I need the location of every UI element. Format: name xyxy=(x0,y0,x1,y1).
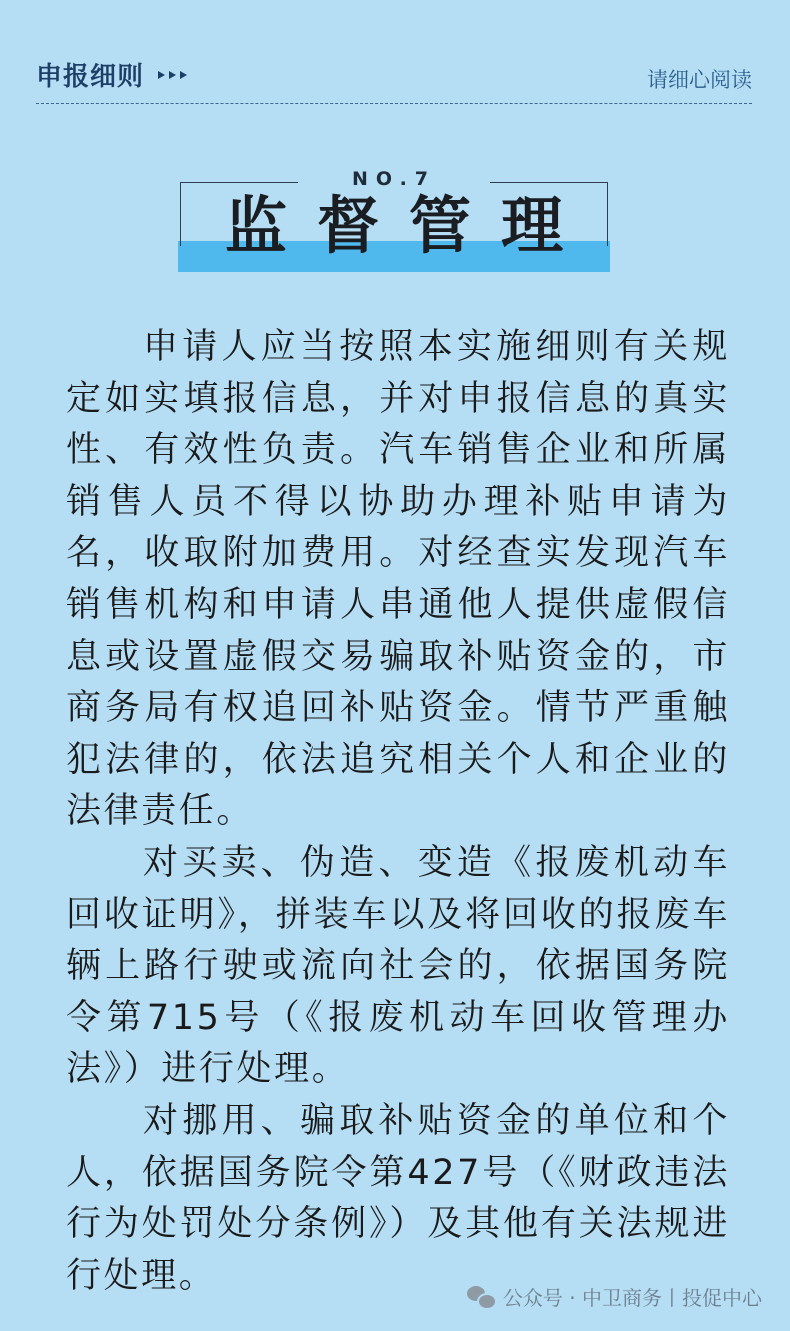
section-title-block xyxy=(178,168,610,272)
paragraph: 申请人应当按照本实施细则有关规定如实填报信息，并对申报信息的真实性、有效性负责。汽车销售企业和所属销售人员不得以协助办理补贴申请为名，收取附加费用。对经查实发现汽车销售机构和申请人串通他人提供虚假信息或设置虚假交易骗取补贴资金的，市商务局有权追回补贴资金。情节严重触犯法律的，依法追究相关个人和企业的法律责任。 xyxy=(66,327,730,832)
header-left xyxy=(36,56,187,93)
header-read-carefully: 请细心阅读 xyxy=(647,68,752,92)
footer-text: 公众号 · 中卫商务丨投促中心 xyxy=(502,1286,762,1310)
header-divider xyxy=(36,103,752,104)
paragraph: 对买卖、伪造、变造《报废机动车回收证明》，拼装车以及将回收的报废车辆上路行驶或流向社会的，依据国务院令第715号（《报废机动车回收管理办法》）进行处理。 xyxy=(66,842,730,1090)
arrow-icons xyxy=(158,71,187,79)
section-number: NO.7 xyxy=(351,168,437,190)
header-title: 申报细则 xyxy=(36,62,145,92)
wechat-icon xyxy=(467,1286,495,1308)
body-text xyxy=(66,322,730,1302)
paragraph: 对挪用、骗取补贴资金的单位和个人，依据国务院令第427号（《财政违法行为处罚处分条例》）及其他有关法规进行处理。 xyxy=(66,1100,730,1296)
footer-watermark xyxy=(467,1282,762,1311)
section-title: 监督管理 xyxy=(224,189,593,262)
